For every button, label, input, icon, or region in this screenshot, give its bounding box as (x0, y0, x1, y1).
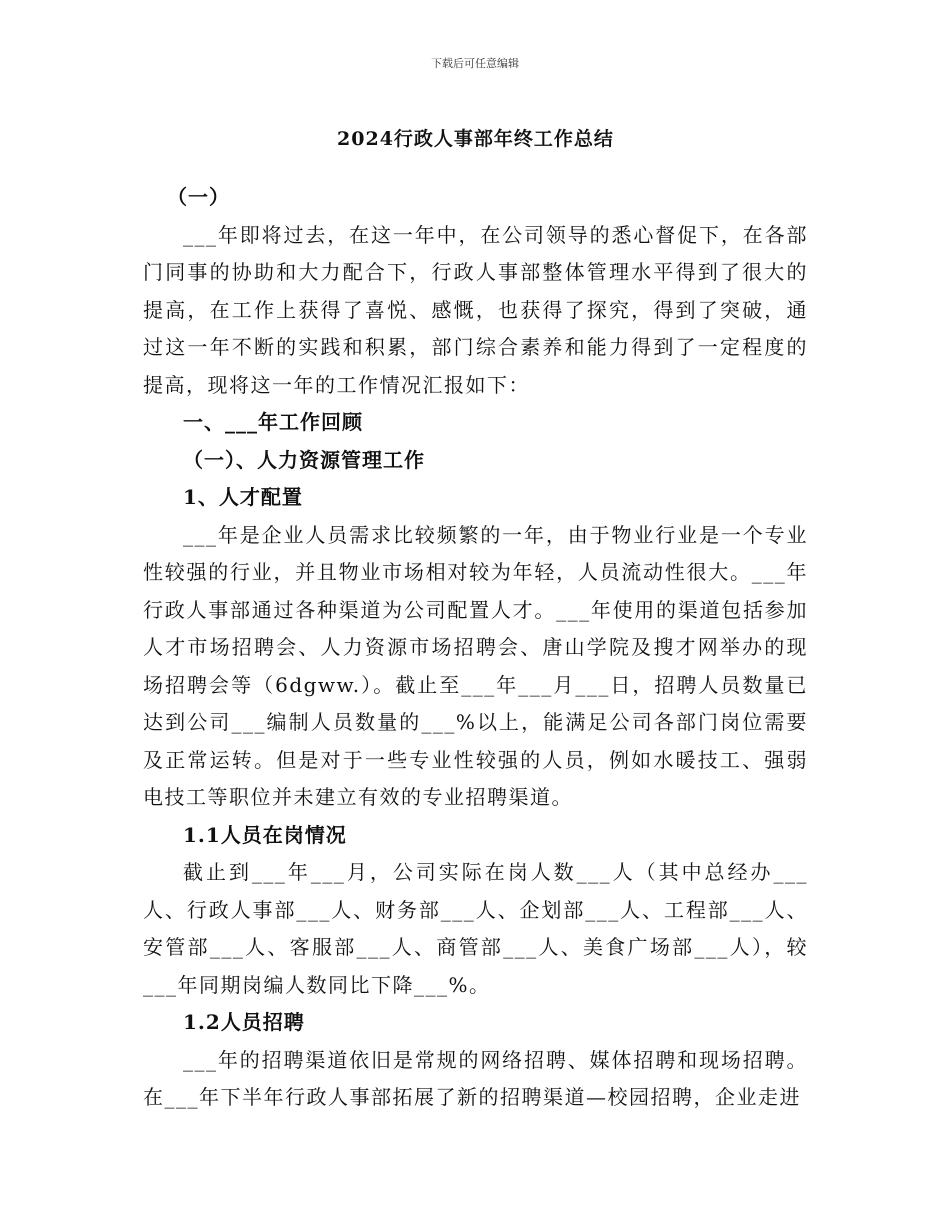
paragraph-recruitment: ___年的招聘渠道依旧是常规的网络招聘、媒体招聘和现场招聘。在___年下半年行政人事部拓展了新的招聘渠道—校园招聘，企业走进 (143, 1047, 808, 1109)
section-heading-recruitment: 1.2人员招聘 (183, 1010, 305, 1034)
paragraph-intro: ___年即将过去，在这一年中，在公司领导的悉心督促下，在各部门同事的协助和大力配合下，行政人事部整体管理水平得到了很大的提高，在工作上获得了喜悦、感慨，也获得了探究，得到了突破，通过这一年不断的实践和积累，部门综合素养和能力得到了一定程度的提高，现将这一年的工作情况汇报如下： (143, 222, 808, 397)
paragraph-staff-on-duty: 截止到___年___月，公司实际在岗人数___人（其中总经办___人、行政人事部___人、财务部___人、企划部___人、工程部___人、安管部___人、客服部___人、商管部___人、美食广场部___人），较___年同期岗编人数同比下降___%。 (143, 860, 808, 997)
section-heading-review: 一、___年工作回顾 (183, 410, 363, 434)
section-heading-intro: （一） (167, 185, 230, 209)
section-heading-staff-on-duty: 1.1人员在岗情况 (183, 822, 347, 847)
paragraph-talent-allocation: ___年是企业人员需求比较频繁的一年，由于物业行业是一个专业性较强的行业，并且物业市场相对较为年轻，人员流动性很大。___年行政人事部通过各种渠道为公司配置人才。___年使用的渠道包括参加人才市场招聘会、人力资源市场招聘会、唐山学院及搜才网举办的现场招聘会等（6dgww.）。截止至___年___月___日，招聘人员数量已达到公司___编制人员数量的___%以上，能满足公司各部门岗位需要及正常运转。但是对于一些专业性较强的人员，例如水暖技工、强弱电技工等职位并未建立有效的专业招聘渠道。 (143, 522, 808, 809)
document-body (143, 118, 808, 1117)
document-title: 2024行政人事部年终工作总结 (337, 128, 614, 150)
section-heading-hr-management: （一）、人力资源管理工作 (183, 447, 425, 472)
header-note: 下载后可任意编辑 (431, 57, 519, 70)
section-heading-talent-allocation: 1、人才配置 (183, 485, 303, 509)
